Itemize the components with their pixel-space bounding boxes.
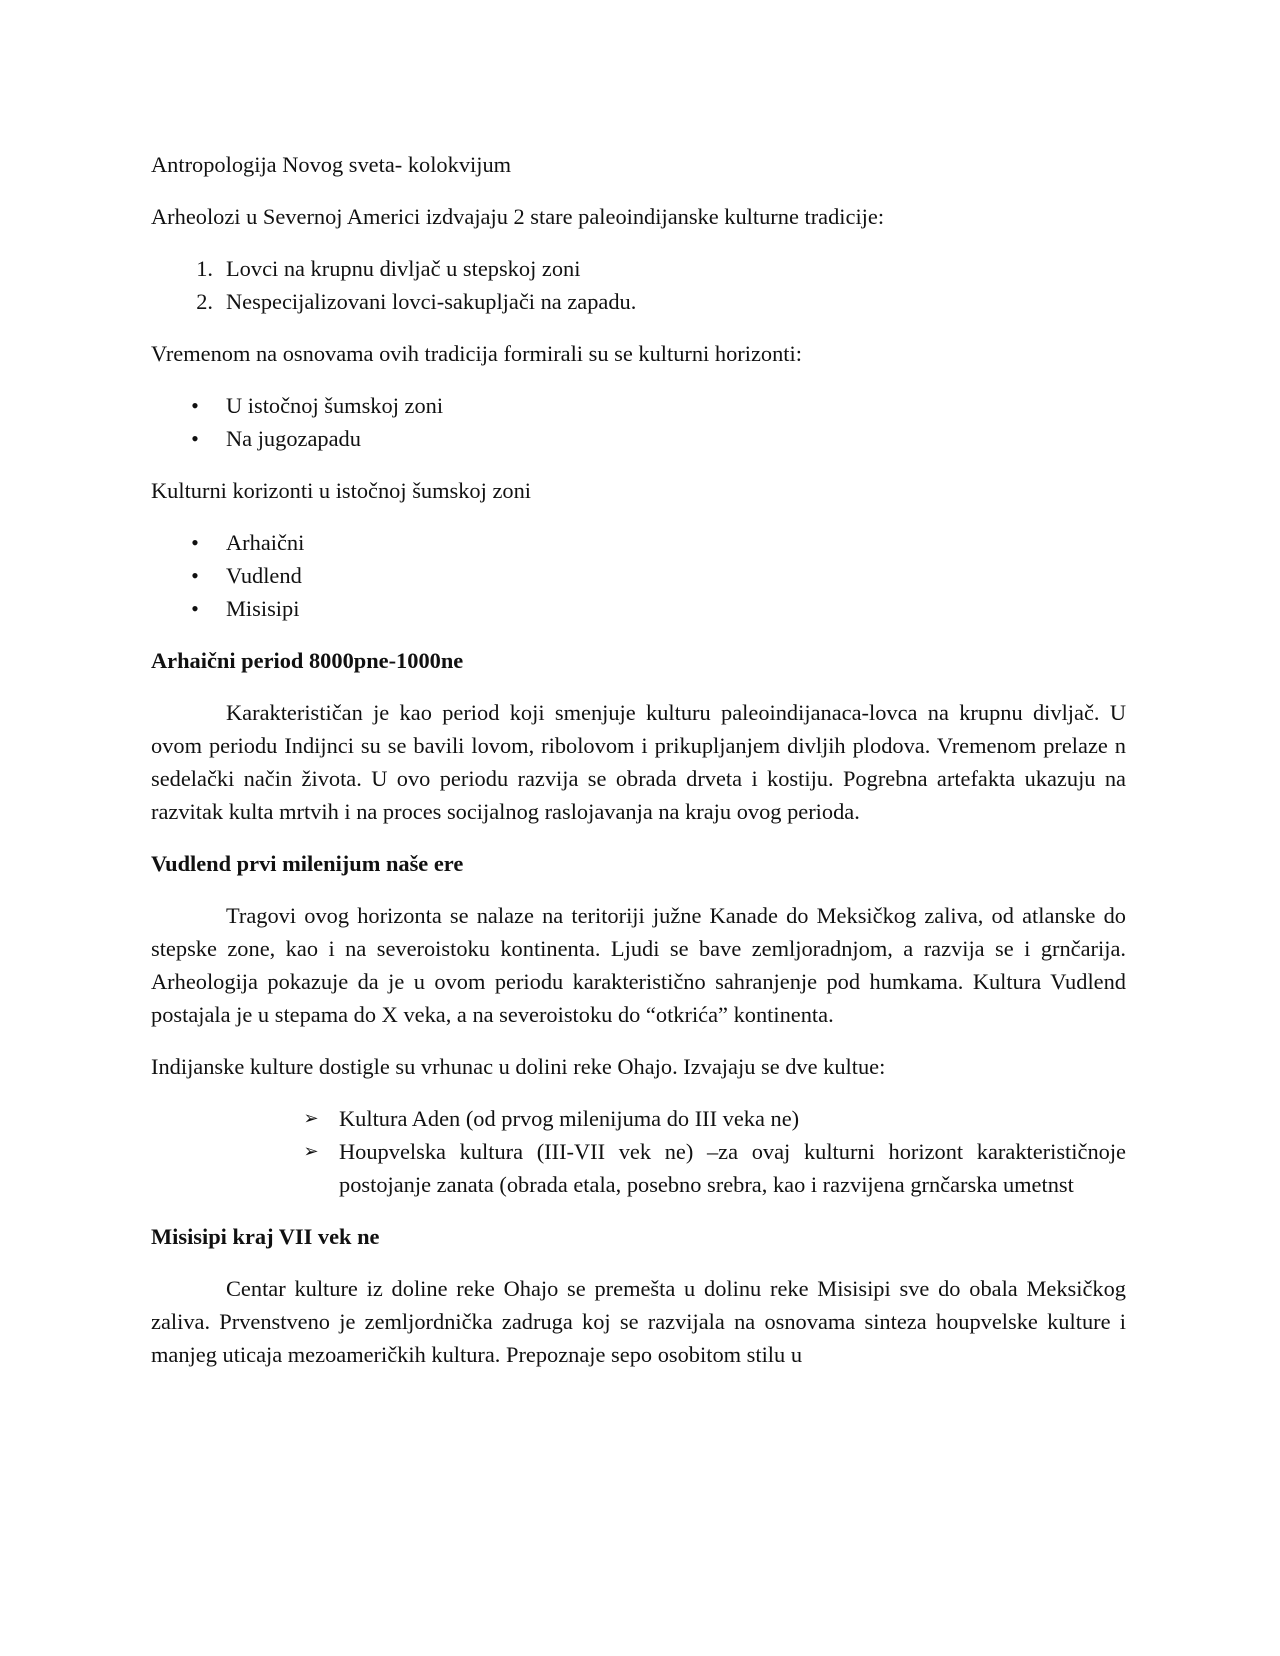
list-item-text: Lovci na krupnu divljač u stepskoj zoni: [226, 256, 581, 281]
list-item: [151, 389, 1126, 422]
bullet-icon: •: [191, 426, 199, 451]
list-item: [151, 526, 1126, 559]
archaic-heading: Arhaični period 8000pne-1000ne: [151, 648, 464, 673]
document-title: Antropologija Novog sveta- kolokvijum: [151, 152, 512, 177]
ohio-paragraph: Indijanske kulture dostigle su vrhunac u dolini reke Ohajo. Izvajaju se dve kultue:: [151, 1054, 886, 1079]
list-item-text: Misisipi: [226, 596, 300, 621]
intro-paragraph: Arheolozi u Severnoj Americi izdvajaju 2 stare paleoindijanske kulturne tradicije:: [151, 204, 885, 229]
list-item-text: Na jugozapadu: [226, 426, 361, 451]
list-item-text: Nespecijalizovani lovci-sakupljači na zapadu.: [226, 289, 637, 314]
list-item: [151, 1135, 1126, 1201]
list-item: [151, 285, 1126, 318]
traditions-list: [151, 252, 1126, 318]
list-item-text: Kultura Aden (od prvog milenijuma do III veka ne): [339, 1106, 800, 1131]
archaic-paragraph: Karakterističan je kao period koji smenjuje kulturu paleoindijanaca-lovca na krupnu divljač. U ovom periodu Indijnci su se bavili lovom, ribolovom i prikupljanjem divljih plodova. Vremenom prelaze n sedelački način života. U ovo periodu razvija se obrada drveta i kostiju. Pogrebna artefakta ukazuju na razvitak kulta mrtvih i na proces socijalnog raslojavanja na kraju ovog perioda.: [151, 700, 1126, 824]
horizons-list: [151, 389, 1126, 455]
mississippi-heading: Misisipi kraj VII vek ne: [151, 1224, 380, 1249]
list-item-text: Arhaični: [226, 530, 305, 555]
list-item-text: U istočnoj šumskoj zoni: [226, 393, 444, 418]
eastern-intro-paragraph: Kulturni korizonti u istočnoj šumskoj zoni: [151, 478, 531, 503]
arrow-bullet-icon: ➢: [303, 1108, 319, 1129]
list-item-text: Vudlend: [226, 563, 302, 588]
list-item: [151, 422, 1126, 455]
arrow-bullet-icon: ➢: [303, 1141, 319, 1162]
list-item: [151, 592, 1126, 625]
list-item: [151, 252, 1126, 285]
bullet-icon: •: [191, 393, 199, 418]
bullet-icon: •: [191, 530, 199, 555]
eastern-horizons-list: [151, 526, 1126, 625]
mississippi-paragraph: Centar kulture iz doline reke Ohajo se premešta u dolinu reke Misisipi sve do obala Meksičkog zaliva. Prvenstveno je zemljordnička zadruga koj se razvijala na osnovama sinteza houpvelske kulture i manjeg uticaja mezoameričkih kultura. Prepoznaje sepo osobitom stilu u: [151, 1276, 1126, 1367]
list-number: 2.: [196, 289, 213, 314]
woodland-paragraph: Tragovi ovog horizonta se nalaze na teritoriji južne Kanade do Meksičkog zaliva, od atlanske do stepske zone, kao i na severoistoku kontinenta. Ljudi se bave zemljoradnjom, a razvija se i grnčarija. Arheologija pokazuje da je u ovom periodu karakteristično sahranjenje pod humkama. Kultura Vudlend postajala je u stepama do X veka, a na severoistoku do “otkrića” kontinenta.: [151, 903, 1126, 1027]
bullet-icon: •: [191, 563, 199, 588]
document-body: [151, 148, 1126, 1390]
list-item: [151, 559, 1126, 592]
list-item: [151, 1102, 1126, 1135]
list-item-text: Houpvelska kultura (III-VII vek ne) –za ovaj kulturni horizont karakterističnoje postojanje zanata (obrada etala, posebno srebra, kao i razvijena grnčarska umetnst: [339, 1139, 1126, 1197]
list-number: 1.: [196, 256, 213, 281]
bullet-icon: •: [191, 596, 199, 621]
horizons-intro-paragraph: Vremenom na osnovama ovih tradicija formirali su se kulturni horizonti:: [151, 341, 802, 366]
ohio-cultures-list: [151, 1102, 1126, 1201]
woodland-heading: Vudlend prvi milenijum naše ere: [151, 851, 464, 876]
